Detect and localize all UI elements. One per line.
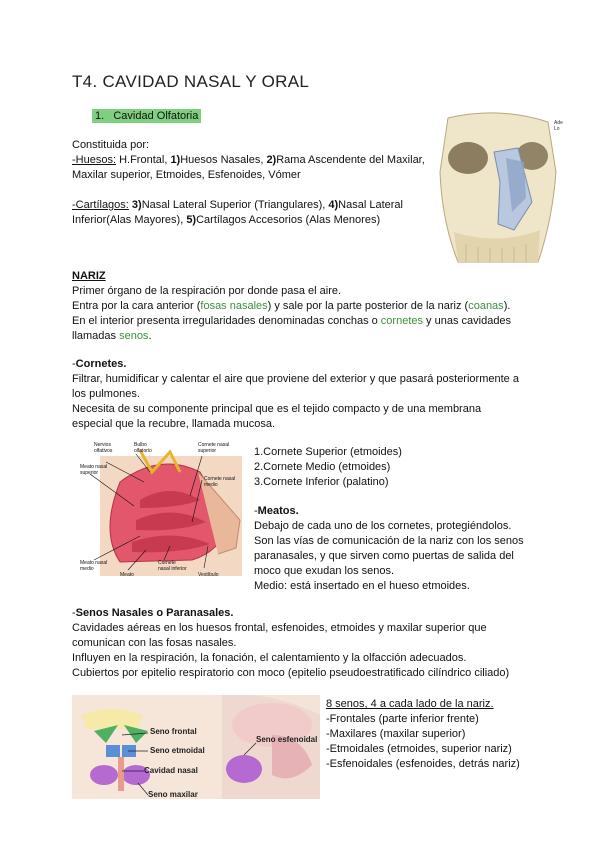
- label-seno-etmoidal: Seno etmoidal: [150, 746, 205, 755]
- cartilagos-line: -Cartílagos: 3)Nasal Lateral Superior (Triangulares), 4)Nasal Lateral: [72, 199, 403, 211]
- list-item: 3.Cornete Inferior (palatino): [254, 476, 389, 488]
- list-item-text: Cavidad Olfatoria: [113, 110, 199, 122]
- senos-side-heading: 8 senos, 4 a cada lado de la nariz.: [326, 698, 494, 710]
- cornetes-heading: -Cornetes.: [72, 358, 127, 370]
- label-cornete-inferior: Cornete nasal inferior: [158, 560, 187, 572]
- cartilagos-line-2: Inferior(Alas Mayores), 5)Cartílagos Accesorios (Alas Menores): [72, 214, 381, 226]
- list-item: -Etmoidales (etmoides, superior nariz): [326, 743, 512, 755]
- constituida-line: Constituida por:: [72, 139, 150, 151]
- label-bulbo-olfatorio: Bulbo olfatorio: [134, 442, 152, 454]
- senos-heading: -Senos Nasales o Paranasales.: [72, 607, 234, 619]
- label-seno-maxilar: Seno maxilar: [148, 790, 198, 799]
- list-item: -Frontales (parte inferior frente): [326, 713, 479, 725]
- sinus-labels: [72, 695, 320, 799]
- sinus-figure: [72, 695, 320, 799]
- list-number: 1.: [95, 110, 105, 122]
- label-cornete-medio: Cornete nasal medio: [204, 476, 236, 488]
- label-meato-medio: Meato nasal medio: [80, 560, 108, 572]
- senos-section: -Senos Nasales o Paranasales. Cavidades aéreas en los huesos frontal, esfenoides, etmoides y maxilar superior que comunican con las fosas nasales. Influyen en la respiración, la fonación, el calentamiento y la olfacción adecuados. Cubiertos por epitelio respiratorio con moco (epitelio pseudoestratificado cilíndrico ciliado): [72, 606, 552, 681]
- cornetes-section: -Cornetes. Filtrar, humidificar y calentar el aire que proviene del exterior y que pasará posteriormente a los pulmones. Necesita de su componente principal que es el tejido compacto y de una membrana especial que la recubre, llamada mucosa.: [72, 357, 542, 432]
- list-item: -Esfenoidales (esfenoides, detrás nariz): [326, 758, 520, 770]
- label-seno-esfenoidal: Seno esfenoidal: [256, 735, 318, 744]
- cornetes-list: [254, 445, 554, 490]
- list-item: -Maxilares (maxilar superior): [326, 728, 466, 740]
- page-title: T4. CAVIDAD NASAL Y ORAL: [72, 72, 310, 91]
- nariz-section: NARIZ Primer órgano de la respiración por donde pasa el aire. Entra por la cara anterior (fosas nasales) y sale por la parte posterior de la nariz (coanas). En el interior presenta irregularidades denominadas conchas o cornetes y unas cavidades llamadas senos.: [72, 269, 542, 344]
- skull-corner-labels: Ade Lo: [554, 120, 563, 132]
- meatos-section: -Meatos. Debajo de cada uno de los cornetes, protegiéndolos. Son las vías de comunicación de la nariz con los senos paranasales, y que sirven como puertas de salida del moco que exudan los senos. Medio: está insertado en el hueso etmoides.: [254, 504, 554, 594]
- senos-side-list: [326, 697, 566, 772]
- highlighted-item: [92, 109, 201, 123]
- skull-figure: [428, 112, 568, 270]
- meatos-heading: -Meatos.: [254, 505, 299, 517]
- nasal-cavity-figure: [80, 442, 242, 582]
- label-nervios-olfativos: Nervios olfativos: [94, 442, 113, 454]
- huesos-line-2: Maxilar superior, Etmoides, Esfenoides, Vómer: [72, 169, 301, 181]
- label-meato-superior: Meato nasal superior: [80, 464, 108, 476]
- intro-block: [72, 138, 432, 228]
- label-cavidad-nasal: Cavidad nasal: [144, 766, 198, 775]
- list-item: 1.Cornete Superior (etmoides): [254, 446, 402, 458]
- section-list-item: [92, 109, 201, 124]
- label-seno-frontal: Seno frontal: [150, 727, 197, 736]
- list-item: 2.Cornete Medio (etmoides): [254, 461, 391, 473]
- label-vestibulo: Vestíbulo: [198, 572, 219, 578]
- nariz-heading: NARIZ: [72, 270, 106, 282]
- label-meato: Meato: [120, 572, 134, 578]
- huesos-line: -Huesos: H.Frontal, 1)Huesos Nasales, 2)Rama Ascendente del Maxilar,: [72, 154, 425, 166]
- nasal-cavity-labels: [80, 442, 242, 582]
- label-cornete-superior: Cornete nasal superior: [198, 442, 230, 454]
- skull-illustration: [428, 112, 568, 270]
